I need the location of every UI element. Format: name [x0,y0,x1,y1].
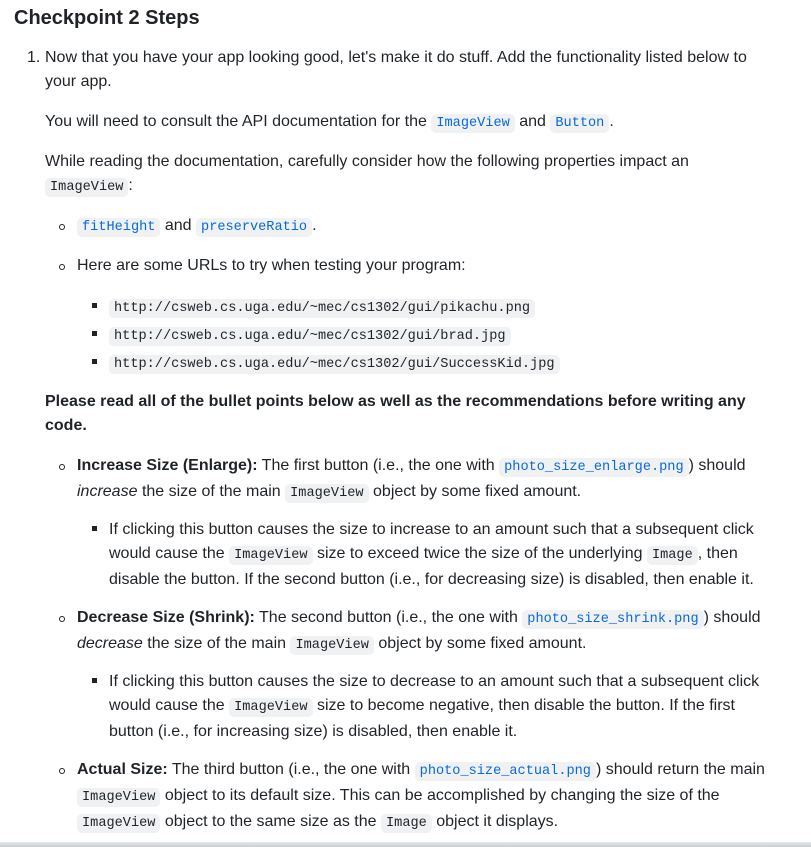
imageview-code: ImageView [77,814,160,833]
enlarge-file-code: photo_size_enlarge.png [499,458,688,477]
actual-item [77,758,797,836]
api-text: You will need to consult the API documentation for the [45,113,427,130]
properties-list-item [77,214,811,240]
properties-line-1: While reading the documentation, carefully consider how the following properties impact an [45,153,689,170]
bullet-circle [59,464,65,470]
increase-sub-line-3: disable the button. If the second button (i.e., for decreasing size) is disabled, then enable it. [109,571,754,588]
props-period: . [312,217,317,234]
increase-subitem [109,518,799,592]
increase-item [77,454,797,506]
url-code: http://csweb.cs.uga.edu/~mec/cs1302/gui/brad.jpg [109,327,511,346]
intro-line-1: Now that you have your app looking good, let's make it do stuff. Add the functionality listed below to [45,49,747,66]
increase-text: ) should [688,457,746,474]
api-paragraph [45,110,790,136]
api-and: and [519,113,546,130]
shrink-file-code: photo_size_shrink.png [522,610,703,629]
imageview-code: ImageView [229,546,312,565]
imageview-api-link[interactable]: ImageView [431,114,514,133]
imageview-code: ImageView [229,698,312,717]
increase-emphasis: increase [77,483,138,500]
properties-paragraph [45,150,790,200]
image-code: Image [647,546,698,565]
increase-title: Increase Size (Enlarge): [77,457,258,474]
decrease-item [77,606,797,658]
bullet-circle [59,264,65,270]
page-title: Checkpoint 2 Steps [14,7,200,29]
actual-text: ) should return the main [595,761,765,778]
decrease-text: ) should [703,609,761,626]
decrease-text: object by some fixed amount. [378,635,587,652]
intro-paragraph [45,46,790,94]
decrease-sub-text: size to become negative, then disable the button. If the first [316,697,735,714]
actual-text: object to its default size. This can be accomplished by changing the size of the [164,787,720,804]
url-item [109,323,811,349]
image-code: Image [381,814,432,833]
decrease-sub-line-1: If clicking this button causes the size to decrease to an amount such that a subsequent click [109,673,760,690]
urls-intro: Here are some URLs to try when testing your program: [77,257,466,274]
bullet-square [92,678,97,683]
url-item [109,295,811,321]
intro-line-2: your app. [45,73,112,90]
imageview-code: ImageView [45,178,128,197]
decrease-subitem [109,670,799,744]
increase-text: the size of the main [141,483,281,500]
imageview-code: ImageView [285,484,368,503]
actual-text: object it displays. [436,813,559,830]
increase-sub-text: would cause the [109,545,225,562]
imageview-code: ImageView [77,788,160,807]
increase-sub-text: size to exceed twice the size of the underlying [316,545,643,562]
bullet-circle [59,224,65,230]
preserveratio-link[interactable]: preserveRatio [196,218,312,237]
actual-text: object to the same size as the [164,813,377,830]
decrease-sub-text: would cause the [109,697,225,714]
decrease-emphasis: decrease [77,635,143,652]
window-bottom-edge [0,842,811,847]
properties-colon: : [128,177,133,194]
api-period: . [609,113,614,130]
props-and: and [164,217,192,234]
bullet-square [92,526,97,531]
url-item [109,351,811,377]
bullet-square [92,331,97,336]
url-code: http://csweb.cs.uga.edu/~mec/cs1302/gui/pikachu.png [109,299,535,318]
increase-text: object by some fixed amount. [373,483,582,500]
decrease-text: the size of the main [147,635,287,652]
bullet-circle [59,768,65,774]
bullet-square [92,303,97,308]
url-code: http://csweb.cs.uga.edu/~mec/cs1302/gui/SuccessKid.jpg [109,355,560,374]
increase-sub-line-1: If clicking this button causes the size to increase to an amount such that a subsequent click [109,521,754,538]
step-number: 1. [27,49,41,66]
actual-title: Actual Size: [77,761,168,778]
bullet-circle [59,616,65,622]
actual-file-code: photo_size_actual.png [415,762,596,781]
decrease-title: Decrease Size (Shrink): [77,609,255,626]
actual-text: The third button (i.e., the one with [171,761,411,778]
decrease-text: The second button (i.e., the one with [259,609,518,626]
fitheight-link[interactable]: fitHeight [77,218,160,237]
button-api-link[interactable]: Button [550,114,609,133]
notice-line-1: Please read all of the bullet points below as well as the recommendations before writing any [45,393,746,410]
imageview-code: ImageView [290,636,373,655]
bullet-square [92,359,97,364]
increase-text: The first button (i.e., the one with [261,457,495,474]
notice-line-2: code. [45,417,87,434]
increase-sub-text: , then [697,545,738,562]
notice-paragraph [45,390,790,438]
decrease-sub-line-3: button (i.e., for increasing size) is disabled, then enable it. [109,723,518,740]
